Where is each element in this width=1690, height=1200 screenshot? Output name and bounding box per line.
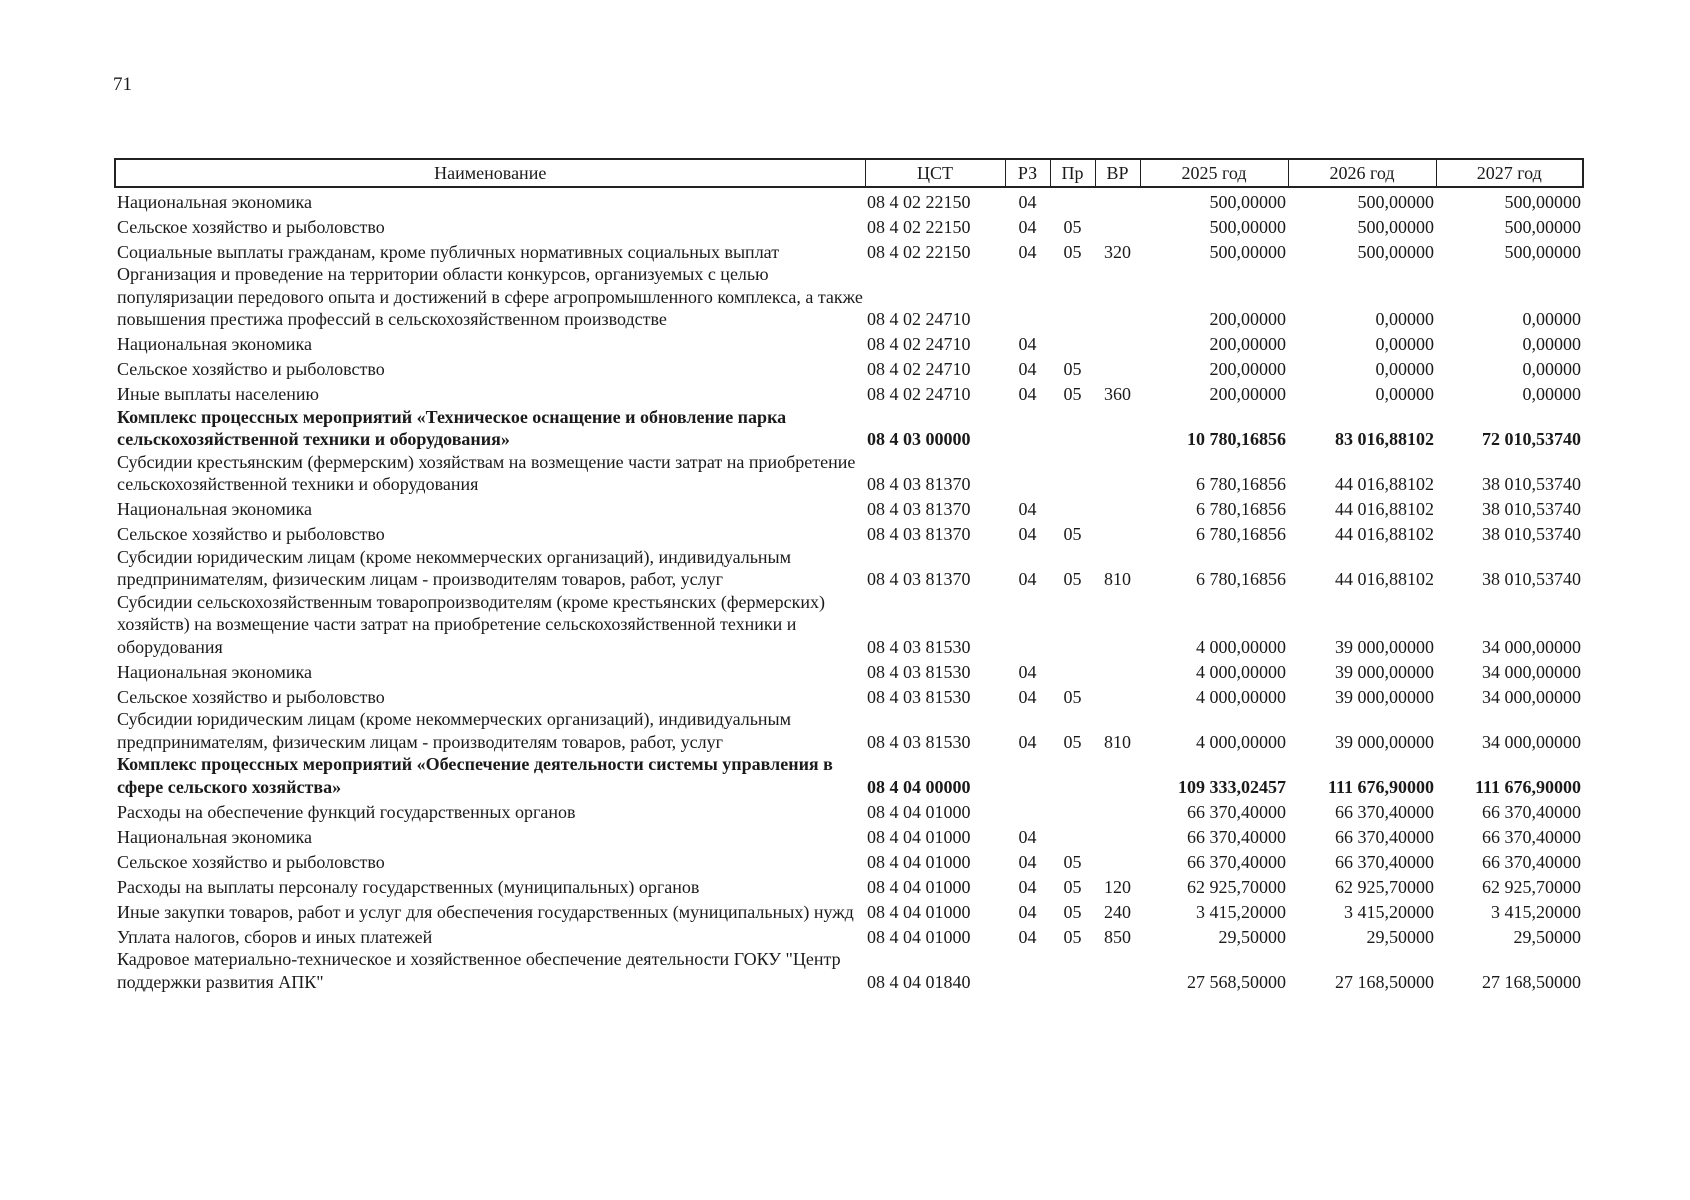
cell-vr: 240 — [1104, 901, 1131, 922]
cell-pr: 05 — [1063, 384, 1082, 404]
cell-vr — [1095, 331, 1140, 356]
cell-pr: 05 — [1063, 926, 1082, 947]
cell-2025: 109 333,02457 — [1178, 776, 1286, 797]
cell-2026: 39 000,00000 — [1335, 731, 1434, 752]
table-row — [115, 798, 1583, 823]
cell-vr: 360 — [1104, 384, 1131, 404]
cell-2025: 6 780,16856 — [1196, 524, 1286, 544]
cell-vr — [1095, 948, 1140, 993]
cell-name: Комплекс процессных мероприятий «Техническое оснащение и обновление парка сельскохозяйственной техники и оборудования» — [117, 406, 787, 449]
cell-2026: 39 000,00000 — [1335, 661, 1434, 682]
cell-2025: 500,00000 — [1209, 241, 1286, 262]
cell-2027: 0,00000 — [1522, 334, 1581, 354]
cell-name: Иные выплаты населению — [117, 384, 319, 404]
cell-vr: 320 — [1104, 241, 1131, 262]
cell-pr — [1050, 406, 1095, 451]
cell-2025: 10 780,16856 — [1187, 429, 1286, 449]
cell-rz: 04 — [1018, 569, 1037, 589]
cell-pr: 05 — [1063, 569, 1082, 589]
cell-name: Расходы на обеспечение функций государственных органов — [117, 801, 576, 822]
cell-rz: 04 — [1018, 334, 1037, 354]
cell-cst: 08 4 04 00000 — [867, 776, 971, 797]
cell-pr: 05 — [1063, 876, 1082, 897]
cell-name: Субсидии крестьянским (фермерским) хозяйствам на возмещение части затрат на приобретение сельскохозяйственной техники и оборудования — [117, 451, 856, 494]
cell-2027: 34 000,00000 — [1482, 731, 1581, 752]
cell-vr: 810 — [1104, 731, 1131, 752]
cell-name: Уплата налогов, сборов и иных платежей — [117, 926, 433, 947]
cell-name: Национальная экономика — [117, 826, 312, 847]
table-row — [115, 238, 1583, 263]
cell-2027: 38 010,53740 — [1482, 524, 1581, 544]
cell-2027: 0,00000 — [1522, 359, 1581, 379]
cell-cst: 08 4 02 22150 — [867, 216, 971, 237]
table-row — [115, 356, 1583, 381]
cell-pr — [1050, 187, 1095, 213]
budget-table — [114, 158, 1584, 993]
cell-cst: 08 4 03 81370 — [867, 524, 971, 544]
cell-2025: 27 568,50000 — [1187, 971, 1286, 992]
cell-cst: 08 4 04 01000 — [867, 801, 971, 822]
cell-pr: 05 — [1063, 851, 1082, 872]
cell-cst: 08 4 03 81370 — [867, 499, 971, 519]
cell-name: Сельское хозяйство и рыболовство — [117, 359, 385, 379]
cell-name: Субсидии сельскохозяйственным товаропроизводителям (кроме крестьянских (фермерских) хозяйств) на возмещение части затрат на приобретение сельскохозяйственной техники и оборудования — [117, 591, 825, 657]
cell-2025: 4 000,00000 — [1196, 661, 1286, 682]
cell-cst: 08 4 03 81530 — [867, 686, 971, 707]
table-row — [115, 873, 1583, 898]
cell-pr — [1050, 658, 1095, 683]
cell-2026: 44 016,88102 — [1335, 474, 1434, 494]
cell-2026: 111 676,90000 — [1327, 776, 1434, 797]
cell-rz: 04 — [1018, 499, 1037, 519]
cell-2025: 6 780,16856 — [1196, 569, 1286, 589]
cell-vr — [1095, 658, 1140, 683]
cell-rz: 04 — [1018, 901, 1037, 922]
cell-vr — [1095, 451, 1140, 496]
table-row — [115, 451, 1583, 496]
cell-vr — [1095, 823, 1140, 848]
cell-rz: 04 — [1018, 216, 1037, 237]
table-body — [115, 187, 1583, 993]
cell-vr — [1095, 591, 1140, 659]
table-row — [115, 331, 1583, 356]
cell-2026: 62 925,70000 — [1335, 876, 1434, 897]
cell-name: Социальные выплаты гражданам, кроме публичных нормативных социальных выплат — [117, 241, 780, 262]
cell-cst: 08 4 03 81530 — [867, 661, 971, 682]
cell-rz — [1005, 263, 1050, 331]
cell-rz — [1005, 948, 1050, 993]
cell-rz: 04 — [1018, 191, 1037, 212]
cell-cst: 08 4 03 81530 — [867, 636, 971, 657]
cell-vr — [1095, 848, 1140, 873]
cell-2027: 27 168,50000 — [1482, 971, 1581, 992]
cell-2026: 0,00000 — [1375, 334, 1434, 354]
cell-vr — [1095, 356, 1140, 381]
cell-pr — [1050, 823, 1095, 848]
cell-vr: 810 — [1104, 569, 1131, 589]
cell-2027: 29,50000 — [1513, 926, 1581, 947]
table-row — [115, 263, 1583, 331]
cell-cst: 08 4 04 01000 — [867, 851, 971, 872]
cell-name: Сельское хозяйство и рыболовство — [117, 524, 385, 544]
cell-2026: 44 016,88102 — [1335, 569, 1434, 589]
cell-rz: 04 — [1018, 524, 1037, 544]
cell-2026: 3 415,20000 — [1344, 901, 1434, 922]
cell-2027: 72 010,53740 — [1482, 429, 1581, 449]
cell-cst: 08 4 02 24710 — [867, 309, 971, 329]
cell-pr — [1050, 591, 1095, 659]
cell-rz: 04 — [1018, 686, 1037, 707]
cell-2026: 29,50000 — [1366, 926, 1434, 947]
cell-vr — [1095, 521, 1140, 546]
cell-2026: 83 016,88102 — [1335, 429, 1434, 449]
cell-2026: 66 370,40000 — [1335, 851, 1434, 872]
header-cst: ЦСТ — [865, 159, 1005, 187]
table-row — [115, 406, 1583, 451]
table-row — [115, 753, 1583, 798]
cell-2027: 500,00000 — [1504, 191, 1581, 212]
cell-2027: 62 925,70000 — [1482, 876, 1581, 897]
cell-cst: 08 4 03 81370 — [867, 569, 971, 589]
cell-vr — [1095, 683, 1140, 708]
cell-rz: 04 — [1018, 731, 1037, 752]
header-2026: 2026 год — [1288, 159, 1436, 187]
cell-2026: 0,00000 — [1375, 384, 1434, 404]
cell-vr — [1095, 798, 1140, 823]
cell-2026: 27 168,50000 — [1335, 971, 1434, 992]
table-row — [115, 521, 1583, 546]
cell-cst: 08 4 02 24710 — [867, 359, 971, 379]
cell-2027: 34 000,00000 — [1482, 686, 1581, 707]
table-row — [115, 546, 1583, 591]
cell-pr: 05 — [1063, 686, 1082, 707]
cell-cst: 08 4 04 01840 — [867, 971, 971, 992]
header-2025: 2025 год — [1140, 159, 1288, 187]
cell-name: Комплекс процессных мероприятий «Обеспечение деятельности системы управления в сфере сельского хозяйства» — [117, 754, 833, 797]
header-rz: РЗ — [1005, 159, 1050, 187]
table-row — [115, 658, 1583, 683]
cell-2025: 4 000,00000 — [1196, 731, 1286, 752]
cell-2025: 6 780,16856 — [1196, 474, 1286, 494]
cell-cst: 08 4 03 81370 — [867, 474, 971, 494]
cell-cst: 08 4 04 01000 — [867, 926, 971, 947]
cell-name: Субсидии юридическим лицам (кроме некоммерческих организаций), индивидуальным предпринимателям, физическим лицам - производителям товаров, работ, услуг — [117, 709, 792, 752]
table-row — [115, 708, 1583, 753]
cell-vr — [1095, 753, 1140, 798]
cell-pr — [1050, 948, 1095, 993]
table-row — [115, 823, 1583, 848]
cell-name: Субсидии юридическим лицам (кроме некоммерческих организаций), индивидуальным предпринимателям, физическим лицам - производителям товаров, работ, услуг — [117, 546, 792, 589]
cell-2025: 200,00000 — [1209, 309, 1286, 329]
cell-rz: 04 — [1018, 851, 1037, 872]
cell-name: Национальная экономика — [117, 499, 312, 519]
cell-vr — [1095, 263, 1140, 331]
cell-name: Сельское хозяйство и рыболовство — [117, 851, 385, 872]
cell-cst: 08 4 04 01000 — [867, 876, 971, 897]
cell-2026: 0,00000 — [1375, 359, 1434, 379]
cell-cst: 08 4 04 01000 — [867, 901, 971, 922]
table-header-row — [115, 159, 1583, 187]
header-pr: Пр — [1050, 159, 1095, 187]
table-row — [115, 496, 1583, 521]
cell-2025: 66 370,40000 — [1187, 801, 1286, 822]
cell-rz: 04 — [1018, 876, 1037, 897]
table-row — [115, 898, 1583, 923]
cell-name: Расходы на выплаты персоналу государственных (муниципальных) органов — [117, 876, 700, 897]
header-name: Наименование — [115, 159, 865, 187]
cell-pr: 05 — [1063, 359, 1082, 379]
cell-2025: 200,00000 — [1209, 384, 1286, 404]
cell-2026: 500,00000 — [1357, 191, 1434, 212]
cell-name: Сельское хозяйство и рыболовство — [117, 216, 385, 237]
cell-name: Национальная экономика — [117, 661, 312, 682]
cell-2027: 66 370,40000 — [1482, 801, 1581, 822]
cell-2025: 29,50000 — [1218, 926, 1286, 947]
cell-rz: 04 — [1018, 926, 1037, 947]
cell-2025: 3 415,20000 — [1196, 901, 1286, 922]
cell-2026: 39 000,00000 — [1335, 686, 1434, 707]
cell-name: Национальная экономика — [117, 334, 312, 354]
table-row — [115, 683, 1583, 708]
cell-rz: 04 — [1018, 661, 1037, 682]
cell-cst: 08 4 02 22150 — [867, 191, 971, 212]
cell-2026: 500,00000 — [1357, 241, 1434, 262]
cell-pr: 05 — [1063, 241, 1082, 262]
cell-2027: 38 010,53740 — [1482, 499, 1581, 519]
table-row — [115, 213, 1583, 238]
cell-cst: 08 4 02 22150 — [867, 241, 971, 262]
cell-pr: 05 — [1063, 216, 1082, 237]
cell-rz: 04 — [1018, 826, 1037, 847]
cell-cst: 08 4 03 00000 — [867, 429, 971, 449]
cell-2025: 200,00000 — [1209, 359, 1286, 379]
table-row — [115, 187, 1583, 213]
header-2027: 2027 год — [1436, 159, 1583, 187]
cell-2027: 34 000,00000 — [1482, 636, 1581, 657]
cell-2026: 44 016,88102 — [1335, 499, 1434, 519]
cell-2025: 66 370,40000 — [1187, 851, 1286, 872]
cell-pr: 05 — [1063, 524, 1082, 544]
cell-cst: 08 4 04 01000 — [867, 826, 971, 847]
cell-2026: 0,00000 — [1375, 309, 1434, 329]
cell-2027: 34 000,00000 — [1482, 661, 1581, 682]
cell-name: Организация и проведение на территории области конкурсов, организуемых с целью популяризации передового опыта и достижений в сфере агропромышленного комплекса, а также повышения престижа профессий в сельскохозяйственном производстве — [117, 264, 863, 329]
cell-2026: 66 370,40000 — [1335, 801, 1434, 822]
cell-2025: 500,00000 — [1209, 191, 1286, 212]
cell-2027: 500,00000 — [1504, 241, 1581, 262]
cell-pr — [1050, 331, 1095, 356]
cell-2025: 500,00000 — [1209, 216, 1286, 237]
cell-2027: 0,00000 — [1522, 384, 1581, 404]
cell-rz — [1005, 591, 1050, 659]
cell-2025: 4 000,00000 — [1196, 636, 1286, 657]
cell-2027: 3 415,20000 — [1491, 901, 1581, 922]
cell-vr — [1095, 496, 1140, 521]
cell-2026: 44 016,88102 — [1335, 524, 1434, 544]
cell-rz — [1005, 798, 1050, 823]
cell-pr — [1050, 798, 1095, 823]
cell-rz — [1005, 406, 1050, 451]
table-row — [115, 848, 1583, 873]
cell-rz: 04 — [1018, 359, 1037, 379]
cell-2027: 66 370,40000 — [1482, 851, 1581, 872]
cell-2026: 39 000,00000 — [1335, 636, 1434, 657]
cell-2027: 38 010,53740 — [1482, 569, 1581, 589]
cell-2027: 0,00000 — [1522, 309, 1581, 329]
cell-2027: 500,00000 — [1504, 216, 1581, 237]
cell-pr — [1050, 263, 1095, 331]
cell-pr — [1050, 753, 1095, 798]
cell-cst: 08 4 03 81530 — [867, 731, 971, 752]
cell-vr — [1095, 406, 1140, 451]
cell-rz — [1005, 451, 1050, 496]
cell-2025: 62 925,70000 — [1187, 876, 1286, 897]
cell-name: Сельское хозяйство и рыболовство — [117, 686, 385, 707]
cell-vr — [1095, 187, 1140, 213]
cell-name: Иные закупки товаров, работ и услуг для обеспечения государственных (муниципальных) нужд — [117, 901, 854, 922]
cell-name: Кадровое материально-техническое и хозяйственное обеспечение деятельности ГОКУ "Центр поддержки развития АПК" — [117, 949, 841, 992]
cell-pr — [1050, 451, 1095, 496]
cell-2025: 200,00000 — [1209, 334, 1286, 354]
cell-pr: 05 — [1063, 731, 1082, 752]
table-row — [115, 381, 1583, 406]
cell-pr — [1050, 496, 1095, 521]
cell-name: Национальная экономика — [117, 191, 312, 212]
table-row — [115, 923, 1583, 948]
cell-vr: 120 — [1104, 876, 1131, 897]
cell-cst: 08 4 02 24710 — [867, 334, 971, 354]
table-row — [115, 948, 1583, 993]
cell-2025: 6 780,16856 — [1196, 499, 1286, 519]
cell-2025: 4 000,00000 — [1196, 686, 1286, 707]
header-vr: ВР — [1095, 159, 1140, 187]
cell-rz: 04 — [1018, 241, 1037, 262]
page-number: 71 — [113, 74, 132, 95]
cell-vr: 850 — [1104, 926, 1131, 947]
cell-cst: 08 4 02 24710 — [867, 384, 971, 404]
cell-pr: 05 — [1063, 901, 1082, 922]
cell-2026: 66 370,40000 — [1335, 826, 1434, 847]
cell-2027: 66 370,40000 — [1482, 826, 1581, 847]
cell-rz — [1005, 753, 1050, 798]
cell-vr — [1095, 213, 1140, 238]
cell-2026: 500,00000 — [1357, 216, 1434, 237]
cell-rz: 04 — [1018, 384, 1037, 404]
table-row — [115, 591, 1583, 659]
cell-2025: 66 370,40000 — [1187, 826, 1286, 847]
cell-2027: 38 010,53740 — [1482, 474, 1581, 494]
cell-2027: 111 676,90000 — [1474, 776, 1581, 797]
